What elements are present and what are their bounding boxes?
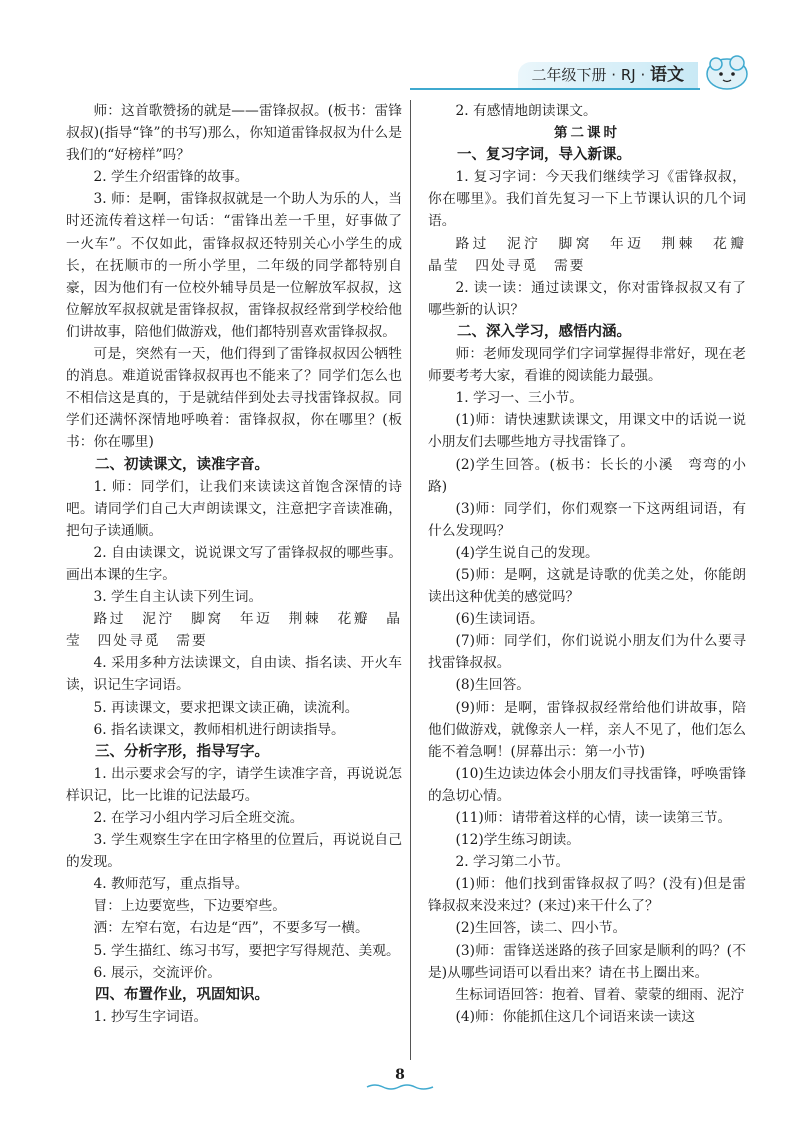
subject-label: 语文 xyxy=(650,65,684,85)
paragraph: 2. 学生介绍雷锋的故事。 xyxy=(93,169,249,186)
paragraph: 1. 出示要求会写的字，请学生读准字音，再说说怎样识记，比一比谁的记法最巧。 xyxy=(66,765,402,804)
paragraph: (8)生回答。 xyxy=(455,677,530,694)
section-heading: 二、深入学习，感悟内涵。 xyxy=(457,323,631,340)
paragraph: (7)师：同学们，你们说说小朋友们为什么要寻找雷锋叔叔。 xyxy=(428,633,746,672)
paragraph: 冒：上边要宽些，下边要窄些。 xyxy=(93,898,287,915)
paragraph: 5. 学生描红、练习书写，要把字写得规范、美观。 xyxy=(93,942,400,959)
paragraph: 6. 展示，交流评价。 xyxy=(93,964,221,981)
header-rule xyxy=(410,88,700,90)
paragraph: 6. 指名读课文，教师相机进行朗读指导。 xyxy=(93,721,345,738)
paragraph: 师：老师发现同学们字词掌握得非常好，现在老师要考考大家，看谁的阅读能力最强。 xyxy=(428,346,746,385)
paragraph: 2. 学习第二小节。 xyxy=(455,854,570,871)
column-divider xyxy=(410,100,411,1060)
page-number: 8 xyxy=(395,1067,405,1083)
paragraph: 1. 师：同学们，让我们来读读这首饱含深情的诗吧。请同学们自己大声朗读课文，注意把字音读准确，把句子读通顺。 xyxy=(66,478,402,539)
paragraph: (3)师：雷锋送迷路的孩子回家是顺利的吗？(不是)从哪些词语可以看出来？请在书上圈出来。 xyxy=(428,942,746,981)
paragraph: (2)生回答，读二、四小节。 xyxy=(455,920,627,937)
lesson-title: 第二课时 xyxy=(554,125,620,142)
cloud-mascot-icon xyxy=(704,48,750,94)
grade-label: 二年级下册 · RJ · xyxy=(531,66,646,84)
section-heading: 一、复习字词，导入新课。 xyxy=(457,147,631,164)
vocabulary-list: 路过 泥泞 脚窝 年迈 荆棘 花瓣 晶莹 四处寻觅 需要 xyxy=(66,611,402,650)
page-footer xyxy=(0,1064,800,1091)
paragraph: 2. 在学习小组内学习后全班交流。 xyxy=(93,810,304,826)
paragraph: (3)师：同学们，你们观察一下这两组词语，有什么发现吗？ xyxy=(428,500,746,539)
section-heading: 三、分析字形，指导写字。 xyxy=(95,743,269,760)
paragraph: 2. 自由读课文，说说课文写了雷锋叔叔的哪些事。画出本课的生字。 xyxy=(66,544,402,583)
paragraph: 可是，突然有一天，他们得到了雷锋叔叔因公牺牲的消息。难道说雷锋叔叔再也不能来了？同学们怎么也不相信这是真的，于是就结伴到处去寻找雷锋叔叔。同学们还满怀深情地呼唤着：雷锋叔叔，你在哪里？(板书：你在哪里) xyxy=(66,346,402,451)
page-header xyxy=(410,48,750,98)
paragraph: 4. 教师范写，重点指导。 xyxy=(93,876,249,893)
left-column xyxy=(66,100,402,1028)
vocabulary-list: 路过 泥泞 脚窝 年迈 荆棘 花瓣 晶莹 四处寻觅 需要 xyxy=(428,235,762,274)
paragraph: (6)生读词语。 xyxy=(455,611,544,628)
section-heading: 四、布置作业，巩固知识。 xyxy=(95,986,269,1003)
paragraph: 1. 学习一、三小节。 xyxy=(455,390,583,407)
paragraph: 师：这首歌赞扬的就是——雷锋叔叔。(板书：雷锋叔叔)(指导“锋”的书写)那么，你知道雷锋叔叔为什么是我们的“好榜样”吗？ xyxy=(66,103,402,164)
paragraph: (10)生边读边体会小朋友们寻找雷锋，呼唤雷锋的急切心情。 xyxy=(428,765,746,804)
paragraph: 2. 读一读：通过读课文，你对雷锋叔叔又有了哪些新的认识？ xyxy=(428,279,746,318)
paragraph: 3. 师：是啊，雷锋叔叔就是一个助人为乐的人，当时还流传着这样一句话：“雷锋出差一千里，好事做了一火车”。不仅如此，雷锋叔叔还特别关心小学生的成长，在抚顺市的一所小学里，二年级的同学都特别自豪，因为他们有一位校外辅导员是一位解放军叔叔，这位解放军叔叔就是雷锋叔叔，雷锋叔叔经常到学校给他们讲故事，陪他们做游戏，他们都特别喜欢雷锋叔叔。 xyxy=(66,191,402,340)
paragraph: (11)师：请带着这样的心情，读一读第三节。 xyxy=(455,810,732,826)
paragraph: (4)师：你能抓住这几个词语来读一读这 xyxy=(455,1008,695,1025)
header-label xyxy=(518,62,698,88)
paragraph: (1)师：请快速默读课文，用课文中的话说一说小朋友们去哪些地方寻找雷锋了。 xyxy=(428,412,746,451)
paragraph: (5)师：是啊，这就是诗歌的优美之处，你能朗读出这种优美的感觉吗？ xyxy=(428,566,746,606)
paragraph: (9)师：是啊，雷锋叔叔经常给他们讲故事，陪他们做游戏，就像亲人一样，亲人不见了，他们怎么能不着急啊！(屏幕出示：第一小节) xyxy=(428,699,746,760)
paragraph: 生标词语回答：抱着、冒着、蒙蒙的细雨、泥泞 xyxy=(455,986,745,1003)
paragraph: 1. 复习字词：今天我们继续学习《雷锋叔叔，你在哪里》。我们首先复习一下上节课认识的几个词语。 xyxy=(428,169,746,230)
paragraph: 洒：左窄右宽，右边是“西”，不要多写一横。 xyxy=(93,920,369,937)
paragraph: (2)学生回答。(板书：长长的小溪 弯弯的小路) xyxy=(428,456,746,495)
paragraph: 4. 采用多种方法读课文，自由读、指名读、开火车读，识记生字词语。 xyxy=(66,655,402,694)
right-column xyxy=(428,100,762,1028)
paragraph: (1)师：他们找到雷锋叔叔了吗？(没有)但是雷锋叔叔来没来过？(来过)来干什么了？ xyxy=(428,876,746,915)
section-heading: 二、初读课文，读准字音。 xyxy=(95,456,269,473)
paragraph: 3. 学生观察生字在田字格里的位置后，再说说自己的发现。 xyxy=(66,832,402,871)
paragraph: 2. 有感情地朗读课文。 xyxy=(455,103,597,119)
paragraph: 1. 抄写生字词语。 xyxy=(93,1008,208,1025)
paragraph: (4)学生说自己的发现。 xyxy=(455,544,599,561)
wave-ornament-icon xyxy=(365,1083,435,1091)
paragraph: 3. 学生自主认读下列生词。 xyxy=(93,589,263,606)
paragraph: 5. 再读课文，要求把课文读正确，读流利。 xyxy=(93,699,359,716)
paragraph: (12)学生练习朗读。 xyxy=(455,832,580,849)
